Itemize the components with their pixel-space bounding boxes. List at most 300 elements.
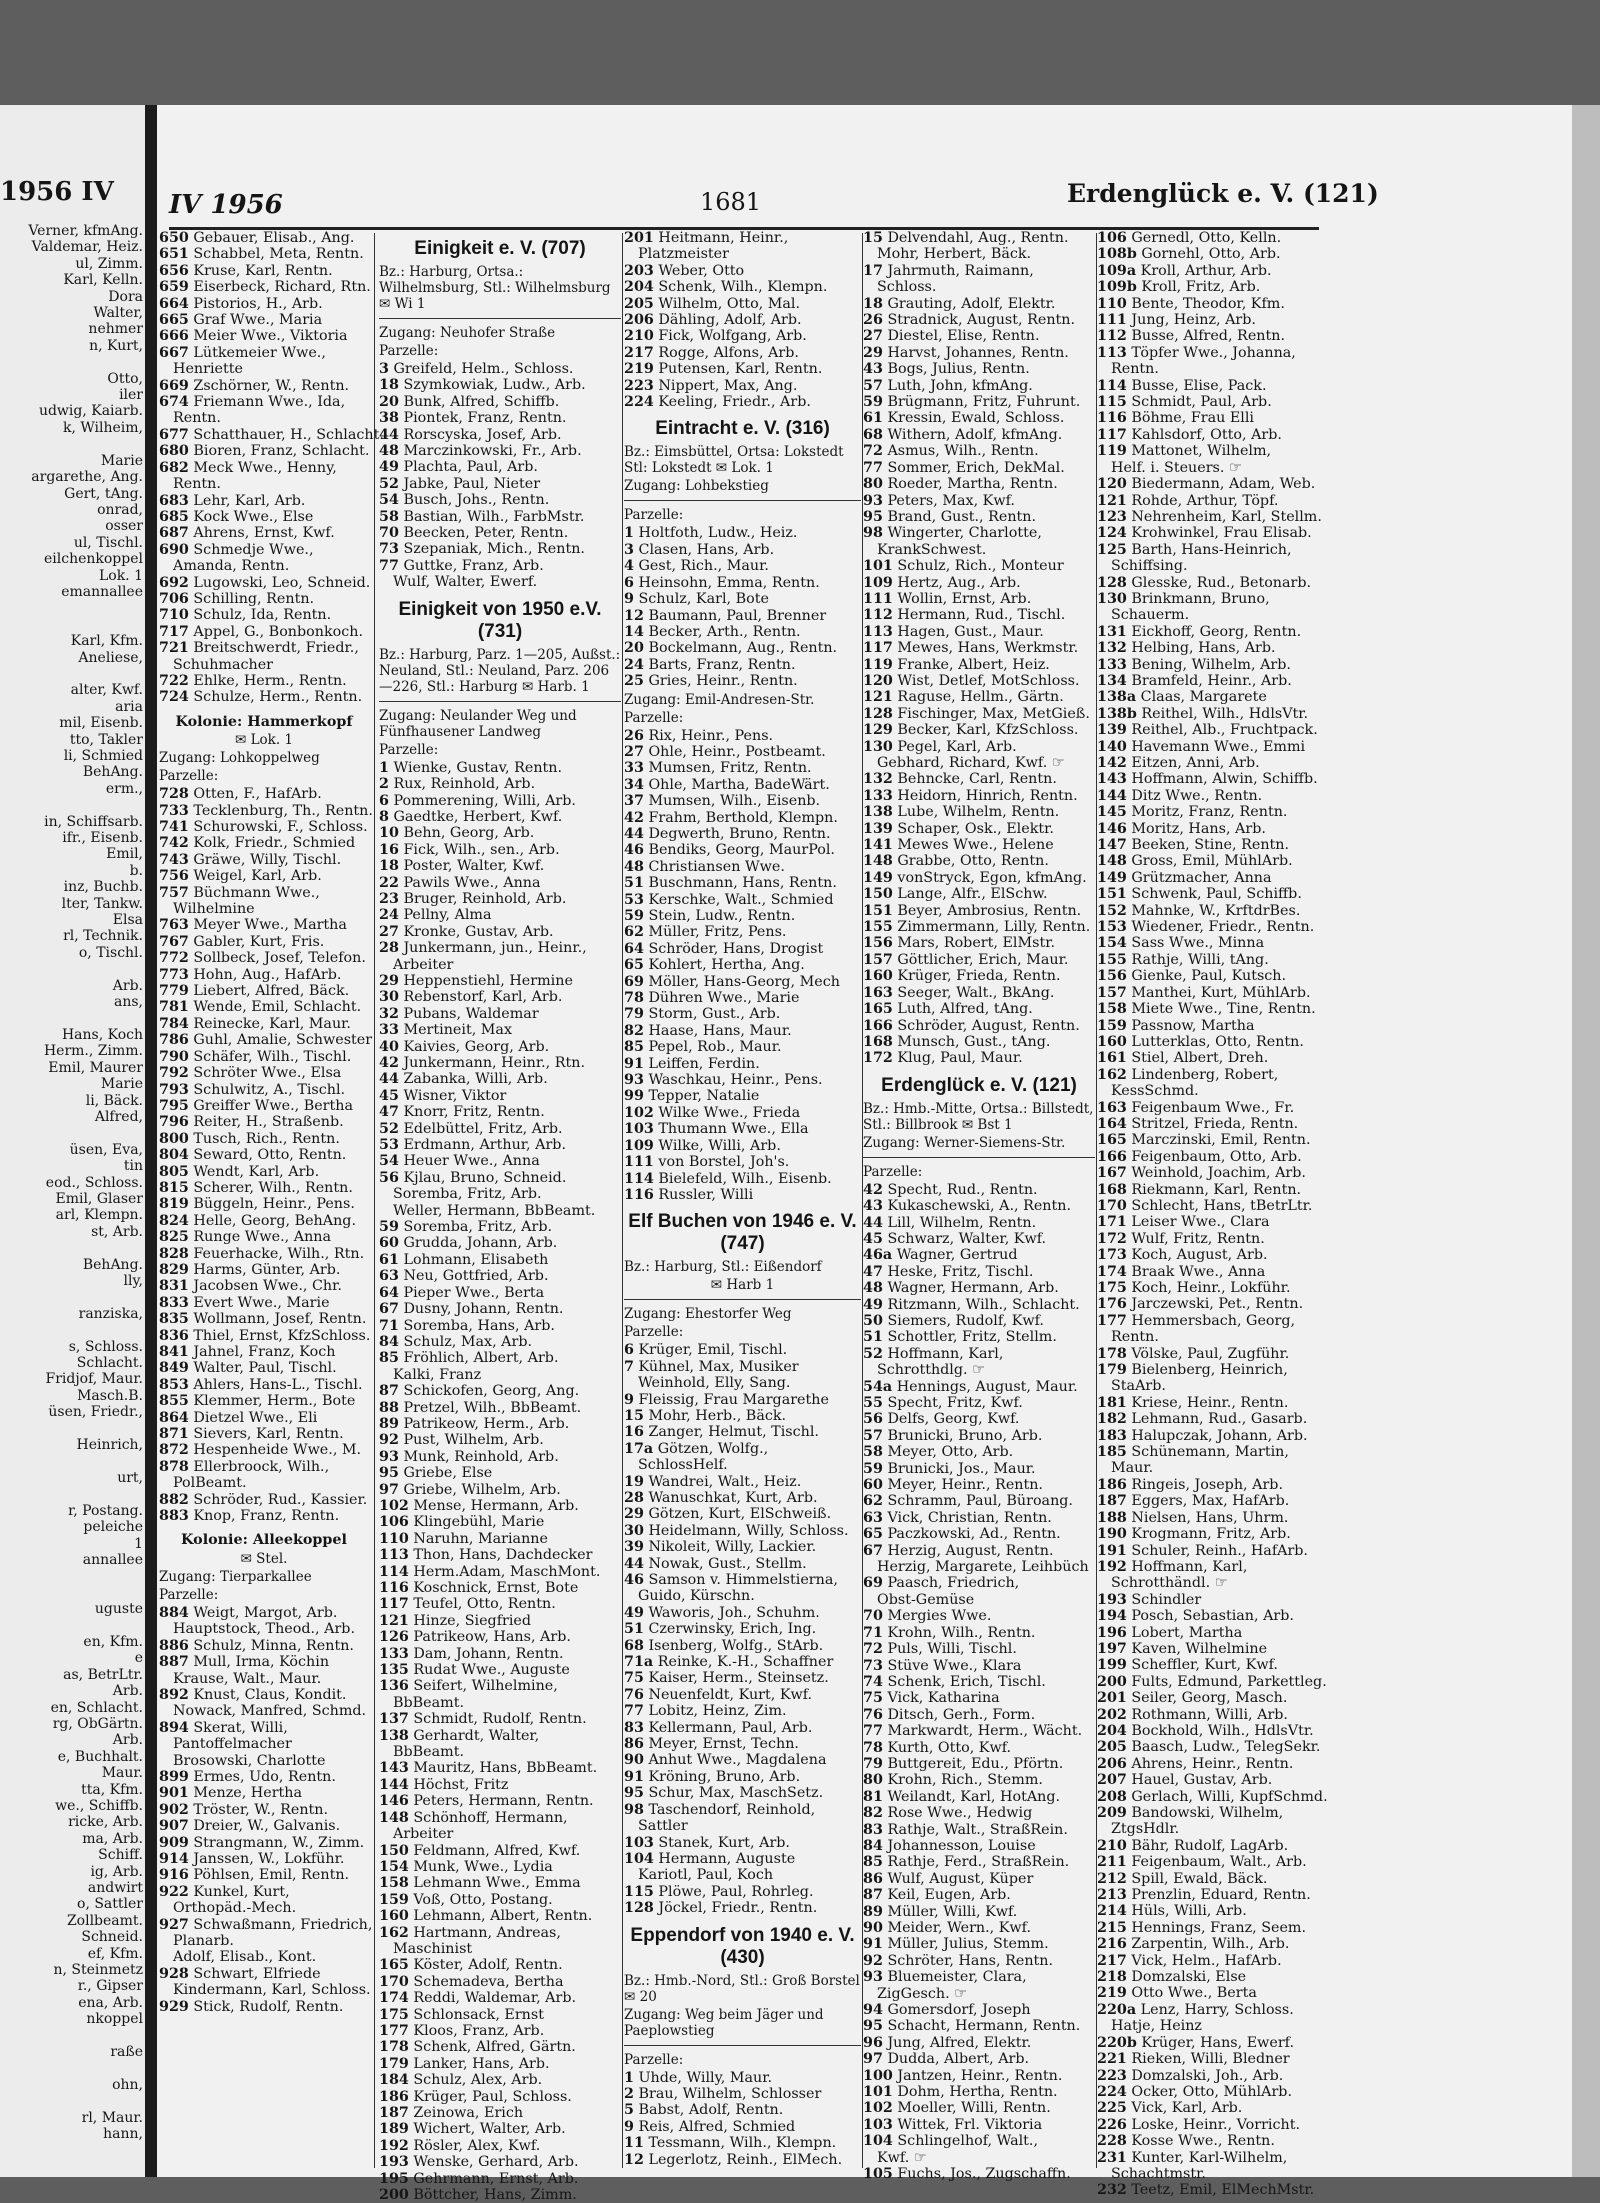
directory-entry — [863, 1182, 1095, 1198]
plot-number: 139 — [863, 820, 893, 837]
tenant-name: Stritzel, Frieda, Rentn. — [1131, 1115, 1299, 1132]
prev-line: uguste — [94, 1601, 143, 1618]
tenant-name: Delfs, Georg, Kwf. — [887, 1411, 1020, 1428]
directory-entry — [863, 1411, 1095, 1427]
tenant-name: Schünemann, Martin, — [1131, 1444, 1289, 1461]
prev-line: rl, Maur. — [81, 2109, 143, 2126]
plot-number: 142 — [1097, 755, 1127, 771]
plot-number: 825 — [159, 1229, 189, 1246]
tenant-name: Kaven, Wilhelmine — [1131, 1640, 1268, 1657]
directory-entry — [1097, 2182, 1337, 2198]
directory-entry — [624, 1835, 861, 1851]
plot-number: 133 — [1097, 656, 1127, 673]
tenant-name: Hermann, Auguste — [658, 1850, 796, 1867]
tenant-name: Schenk, Alfred, Gärtn. — [413, 2039, 576, 2056]
prev-line — [0, 1125, 145, 1141]
directory-entry — [379, 989, 621, 1005]
tenant-name: Clasen, Hans, Arb. — [638, 541, 775, 558]
tenant-name: Weilandt, Karl, HotAng. — [887, 1788, 1061, 1805]
directory-entry — [1097, 1953, 1337, 1969]
directory-entry — [863, 771, 1095, 787]
plot-number: 5 — [624, 2102, 634, 2119]
directory-entry — [1097, 1100, 1337, 1116]
tenant-name: Kahlsdorf, Otto, Arb. — [1131, 426, 1282, 443]
tenant-name: Ahlers, Hans-L., Tischl. — [193, 1376, 363, 1393]
directory-entry — [624, 624, 861, 640]
directory-entry — [159, 1916, 373, 1933]
directory-entry — [1097, 2133, 1337, 2149]
plot-number: 54 — [379, 1153, 399, 1170]
tenant-name: Scherer, Wilh., Rentn. — [193, 1179, 353, 1196]
tenant-name: Stanek, Kurt, Arb. — [658, 1834, 790, 1851]
tenant-name: Fick, Wolfgang, Arb. — [658, 328, 807, 345]
directory-entry — [863, 1674, 1095, 1690]
plot-number: 105 — [863, 2166, 893, 2183]
tenant-name: Rothmann, Willi, Arb. — [1131, 1706, 1288, 1723]
plot-number: 53 — [379, 1137, 399, 1154]
plot-number: 155 — [1097, 951, 1127, 968]
directory-entry — [1097, 542, 1337, 558]
plot-number: 52 — [863, 1345, 883, 1362]
plot-number: 232 — [1097, 2182, 1127, 2199]
tenant-name: Bandowski, Wilhelm, — [1131, 1805, 1284, 1821]
association-title: Elf Buchen von 1946 e. V. (747) — [628, 1211, 857, 1255]
directory-entry — [379, 907, 621, 923]
prev-line: 1 — [134, 1535, 143, 1552]
prev-line: peleiche — [83, 1519, 143, 1536]
tenant-name: Anhut Wwe., Magdalena — [648, 1752, 827, 1769]
directory-entry — [379, 940, 621, 956]
tenant-name: Gienke, Paul, Kutsch. — [1131, 968, 1287, 985]
plot-number: 202 — [1097, 1706, 1127, 1723]
directory-entry — [863, 2018, 1095, 2034]
tenant-name: Reithel, Alb., Fruchtpack. — [1131, 722, 1318, 739]
plot-number: 790 — [159, 1048, 189, 1065]
plot-number: 779 — [159, 983, 189, 1000]
plot-number: 140 — [1097, 738, 1127, 755]
directory-entry — [379, 2105, 621, 2121]
tenant-name: Klug, Paul, Maur. — [897, 1050, 1023, 1067]
directory-entry — [379, 1662, 621, 1678]
tenant-name: Domzalski, Else — [1131, 1969, 1247, 1986]
tenant-name: Ehlke, Herm., Rentn. — [193, 672, 347, 689]
plot-number: 163 — [1097, 1099, 1127, 1116]
entry-continuation: Weinhold, Elly, Sang. — [638, 1375, 791, 1392]
tenant-name: Rose Wwe., Hedwig — [887, 1805, 1033, 1822]
directory-entry — [379, 1990, 621, 2006]
plot-number: 149 — [1097, 869, 1127, 886]
directory-entry — [1097, 1034, 1337, 1050]
plot-number: 793 — [159, 1081, 189, 1098]
association-info: Zugang: Lohbekstieg — [624, 478, 769, 495]
tenant-name: Fults, Edmund, Parkettleg. — [1131, 1673, 1327, 1690]
plot-number: 871 — [159, 1426, 189, 1443]
tenant-name: Rathje, Walt., StraßRein. — [887, 1821, 1068, 1838]
tenant-name: Harvst, Johannes, Rentn. — [887, 344, 1069, 361]
plot-number: 6 — [379, 792, 389, 809]
association-title: Eintracht e. V. (316) — [655, 418, 830, 440]
directory-entry — [624, 810, 861, 826]
tenant-name: Krüger, Hans, Ewerf. — [1141, 2034, 1294, 2051]
tenant-name: Heitmann, Heinr., — [658, 230, 789, 246]
plot-number: 800 — [159, 1130, 189, 1147]
plot-number: 197 — [1097, 1640, 1127, 1657]
tenant-name: Schmidt, Paul, Arb. — [1131, 394, 1272, 411]
prev-line: ans, — [114, 994, 143, 1011]
colony-title: Kolonie: Alleekoppel — [181, 1532, 347, 1549]
plot-number: 119 — [1097, 443, 1127, 460]
tenant-name: Schwart, Elfriede — [193, 1965, 321, 1982]
directory-entry — [379, 1646, 621, 1662]
plot-number: 148 — [1097, 853, 1127, 870]
directory-entry — [379, 1596, 621, 1612]
tenant-name: Beecken, Peter, Rentn. — [403, 525, 569, 542]
tenant-name: Mewes Wwe., Helene — [897, 837, 1054, 854]
plot-number: 203 — [624, 262, 654, 279]
entry-continuation: Rentn. — [173, 476, 221, 493]
directory-entry — [1097, 755, 1337, 771]
plot-number: 721 — [159, 640, 189, 657]
directory-entry — [624, 1769, 861, 1785]
plot-number: 136 — [379, 1678, 409, 1695]
directory-entry — [379, 1334, 621, 1350]
entry-continuation: Wulf, Walter, Ewerf. — [393, 574, 538, 591]
directory-entry — [379, 1580, 621, 1596]
directory-entry — [379, 1613, 621, 1629]
plot-number: 49 — [624, 1604, 644, 1621]
directory-entry — [624, 1072, 861, 1088]
directory-entry — [379, 1498, 621, 1514]
tenant-name: Passnow, Martha — [1131, 1017, 1255, 1034]
tenant-name: Isenberg, Wolfg., StArb. — [648, 1637, 824, 1654]
plot-number: 32 — [379, 1005, 399, 1022]
plot-number: 158 — [379, 1875, 409, 1892]
tenant-name: Loske, Heinr., Vorricht. — [1131, 2116, 1301, 2133]
directory-entry — [1097, 837, 1337, 853]
plot-number: 79 — [624, 1006, 644, 1023]
prev-line: ma, Arb. — [82, 1830, 143, 1847]
tenant-name: Rudat Wwe., Auguste — [413, 1662, 570, 1679]
plot-number: 170 — [1097, 1197, 1127, 1214]
directory-entry — [863, 2117, 1095, 2133]
tenant-name: Kjlau, Bruno, Schneid. — [403, 1169, 567, 1186]
prev-line: onrad, — [97, 501, 143, 518]
tenant-name: Wagner, Hermann, Arb. — [887, 1280, 1059, 1297]
directory-entry — [863, 1690, 1095, 1706]
tenant-name: Stüve Wwe., Klara — [887, 1657, 1022, 1674]
plot-number: 212 — [1097, 1870, 1127, 1887]
tenant-name: Kukaschewski, A., Rentn. — [887, 1198, 1072, 1215]
tenant-name: Hermann, Rud., Tischl. — [897, 607, 1066, 624]
directory-entry — [863, 1854, 1095, 1870]
directory-entry — [1097, 1362, 1337, 1378]
prev-line — [0, 1421, 145, 1437]
directory-entry — [863, 345, 1095, 361]
directory-entry — [1097, 1543, 1337, 1559]
tenant-name: Stradnick, August, Rentn. — [887, 312, 1076, 329]
directory-entry — [379, 1678, 621, 1694]
tenant-name: Legerlotz, Reinh., ElMech. — [648, 2151, 843, 2168]
tenant-name: Weinhold, Joachim, Arb. — [1131, 1165, 1306, 1182]
plot-number: 1 — [624, 525, 634, 542]
tenant-name: Jahnel, Franz, Koch — [193, 1344, 336, 1360]
prev-line: tta, Kfm. — [81, 1781, 143, 1798]
prev-line: üsen, Eva, — [69, 1141, 143, 1158]
directory-entry — [624, 744, 861, 760]
tenant-name: Vick, Karl, Arb. — [1131, 2100, 1243, 2117]
tenant-name: Piontek, Franz, Rentn. — [403, 410, 567, 427]
plot-number: 187 — [1097, 1493, 1127, 1510]
plot-number: 2 — [379, 776, 389, 793]
prev-line: Dora — [108, 288, 143, 305]
tenant-name: Munk, Wwe., Lydia — [413, 1858, 553, 1875]
plot-number: 692 — [159, 574, 189, 591]
directory-entry — [1097, 1411, 1337, 1427]
tenant-name: Putensen, Karl, Rentn. — [658, 361, 823, 378]
entry-continuation: Nowack, Manfred, Schmd. — [173, 1703, 367, 1720]
directory-entry — [1097, 1018, 1337, 1034]
directory-entry — [1097, 575, 1337, 591]
directory-entry — [379, 1449, 621, 1465]
tenant-name: Keeling, Friedr., Arb. — [658, 394, 811, 411]
plot-number: 767 — [159, 933, 189, 950]
directory-entry — [159, 1835, 369, 1851]
directory-entry — [1097, 1657, 1337, 1673]
plot-number: 86 — [863, 1870, 883, 1887]
tenant-name: Nippert, Max, Ang. — [658, 377, 798, 394]
tenant-name: Lehr, Karl, Arb. — [193, 492, 306, 509]
tenant-name: Lehmann Wwe., Emma — [413, 1875, 581, 1892]
tenant-name: Reinke, K.-H., Schaffner — [657, 1654, 834, 1671]
directory-entry — [379, 875, 621, 891]
colony-title: Kolonie: Hammerkopf — [175, 713, 353, 730]
directory-entry — [159, 1360, 369, 1376]
tenant-name: Dietzel Wwe., Eli — [193, 1409, 318, 1426]
plot-number: 728 — [159, 786, 189, 803]
directory-entry — [1097, 1198, 1337, 1214]
directory-entry — [1097, 2150, 1337, 2166]
plot-number: 784 — [159, 1015, 189, 1032]
directory-entry — [863, 1346, 1095, 1362]
directory-entry — [1097, 1739, 1337, 1755]
tenant-name: Menze, Hertha — [193, 1785, 303, 1802]
entry-continuation: Schiffsing. — [1111, 558, 1188, 575]
tenant-name: Biedermann, Adam, Web. — [1131, 476, 1316, 493]
directory-entry — [379, 1022, 621, 1038]
tenant-name: Helle, Georg, BehAng. — [193, 1212, 356, 1229]
section-divider — [379, 701, 621, 702]
entry-continuation: Schloss. — [877, 279, 937, 296]
tenant-name: Schlonsack, Ernst — [413, 2006, 544, 2023]
plot-number: 44 — [379, 1071, 399, 1088]
entry-continuation: Adolf, Elisab., Kont. — [173, 1949, 317, 1966]
entry-continuation: KessSchmd. — [1111, 1083, 1199, 1100]
tenant-name: Ermes, Udo, Rentn. — [193, 1768, 336, 1785]
plot-number: 39 — [624, 1539, 644, 1556]
plot-number: 664 — [159, 295, 189, 312]
tenant-name: Havemann Wwe., Emmi — [1131, 738, 1306, 755]
plot-number: 216 — [1097, 1936, 1127, 1953]
directory-entry — [863, 1510, 1095, 1526]
tenant-name: Bielefeld, Wilh., Eisenb. — [658, 1170, 832, 1187]
plot-number: 7 — [624, 1358, 634, 1375]
tenant-name: Zeinowa, Erich — [413, 2105, 524, 2121]
directory-entry — [379, 2023, 621, 2039]
plot-number: 209 — [1097, 1805, 1127, 1821]
directory-entry — [1097, 1936, 1337, 1952]
tenant-name: Schmidt, Rudolf, Rentn. — [413, 1711, 587, 1728]
plot-number: 57 — [863, 1427, 883, 1444]
plot-number: 73 — [379, 541, 399, 558]
tenant-name: Baumann, Paul, Brenner — [648, 607, 827, 624]
tenant-name: Wingerter, Charlotte, — [887, 525, 1042, 542]
plot-number: 73 — [863, 1657, 883, 1674]
plot-number: 165 — [1097, 1132, 1127, 1149]
directory-entry — [863, 1034, 1095, 1050]
plot-number: 126 — [379, 1629, 409, 1646]
directory-entry — [863, 427, 1095, 443]
plot-number: 49 — [379, 459, 399, 476]
plot-number: 145 — [1097, 804, 1127, 821]
plot-number: 61 — [379, 1251, 399, 1268]
plot-number: 92 — [863, 1952, 883, 1969]
directory-entry — [379, 825, 621, 841]
plot-number: 20 — [624, 640, 644, 657]
association-info: Zugang: Emil-Andresen-Str. — [624, 691, 815, 708]
plot-number: 160 — [863, 968, 893, 985]
entry-continuation: BbBeamt. — [393, 1694, 464, 1711]
tenant-name: Hauel, Gustav, Arb. — [1131, 1772, 1273, 1789]
directory-entry — [863, 1477, 1095, 1493]
directory-entry — [624, 2070, 861, 2086]
tenant-name: Wichert, Walter, Arb. — [413, 2121, 566, 2138]
directory-entry — [1097, 1001, 1337, 1017]
tenant-name: Junkermann, jun., Heinr., — [403, 940, 587, 957]
tenant-name: Reithel, Wilh., HdlsVtr. — [1141, 705, 1309, 722]
plot-number: 156 — [863, 935, 893, 952]
tenant-name: Becker, Karl, KfzSchloss. — [897, 722, 1079, 739]
directory-entry — [863, 1543, 1095, 1559]
tenant-name: Soremba, Hans, Arb. — [403, 1317, 555, 1334]
tenant-name: Schröder, August, Rentn. — [897, 1017, 1080, 1034]
prev-line: b. — [129, 862, 143, 879]
tenant-name: Greifeld, Helm., Schloss. — [393, 361, 574, 377]
plot-number: 93 — [379, 1448, 399, 1465]
plot-number: 26 — [624, 727, 644, 744]
plot-number: 11 — [624, 2135, 644, 2152]
tenant-name: Tessmann, Wilh., Klempn. — [648, 2135, 837, 2152]
tenant-name: Nielsen, Hans, Uhrm. — [1131, 1509, 1289, 1526]
entry-continuation: Kariotl, Paul, Koch — [638, 1867, 774, 1884]
tenant-name: Junkermann, Heinr., Rtn. — [403, 1055, 586, 1071]
directory-entry — [1097, 2084, 1337, 2100]
tenant-name: Jung, Alfred, Elektr. — [887, 2034, 1032, 2051]
plot-number: 828 — [159, 1245, 189, 1262]
tenant-name: Meyer, Ernst, Techn. — [648, 1736, 799, 1753]
plot-number: 3 — [624, 541, 634, 558]
tenant-name: Nehrenheim, Karl, Stellm. — [1131, 508, 1322, 525]
directory-entry — [159, 1818, 369, 1834]
tenant-name: Gross, Emil, MühlArb. — [1131, 853, 1293, 870]
directory-entry — [1097, 1690, 1337, 1706]
directory-entry — [863, 968, 1095, 984]
plot-number: 97 — [379, 1481, 399, 1498]
plot-number: 177 — [379, 2022, 409, 2039]
plot-number: 743 — [159, 851, 189, 868]
directory-entry — [159, 230, 369, 246]
plot-number: 162 — [379, 1924, 409, 1941]
tenant-name: Weigt, Margot, Arb. — [193, 1604, 338, 1621]
directory-entry — [1097, 525, 1337, 541]
directory-entry — [1097, 1838, 1337, 1854]
tenant-name: Mertineit, Max — [403, 1022, 513, 1039]
entry-continuation: SchlossHelf. — [638, 1457, 728, 1474]
prev-line: Gert, tAng. — [64, 485, 143, 502]
tenant-name: Lanker, Hans, Arb. — [413, 2055, 550, 2072]
plot-number: 138a — [1097, 689, 1137, 706]
directory-entry — [159, 1114, 369, 1130]
directory-entry — [863, 394, 1095, 410]
plot-number: 95 — [863, 2018, 883, 2035]
plot-number: 143 — [1097, 771, 1127, 788]
page-edge — [1572, 105, 1600, 2177]
directory-entry — [379, 1859, 621, 1875]
directory-entry — [159, 575, 369, 591]
tenant-name: Schröder, Hans, Drogist — [648, 940, 824, 957]
tenant-name: Schenk, Wilh., Klempn. — [658, 279, 828, 296]
directory-entry — [863, 952, 1095, 968]
tenant-name: Posch, Sebastian, Arb. — [1131, 1608, 1294, 1625]
directory-entry — [863, 1723, 1095, 1739]
tenant-name: Pepel, Rob., Maur. — [648, 1039, 782, 1056]
tenant-name: Scheffler, Kurt, Kwf. — [1131, 1657, 1278, 1674]
directory-entry — [379, 1170, 621, 1186]
plot-number: 189 — [379, 2121, 409, 2138]
prev-line: emannallee — [61, 583, 143, 600]
directory-entry — [159, 1492, 369, 1508]
plot-number: 15 — [863, 230, 883, 246]
tenant-name: Sollbeck, Josef, Telefon. — [193, 950, 366, 967]
tenant-name: Strangmann, W., Zimm. — [193, 1834, 365, 1851]
directory-entry — [863, 1707, 1095, 1723]
tenant-name: Mull, Irma, Köchin — [193, 1654, 330, 1671]
plot-number: 200 — [379, 2187, 409, 2203]
tenant-name: Pubans, Waldemar — [403, 1005, 539, 1022]
plot-number: 133 — [863, 787, 893, 804]
plot-number: 899 — [159, 1768, 189, 1785]
tenant-name: Höchst, Fritz — [413, 1776, 509, 1793]
plot-number: 119 — [863, 656, 893, 673]
tenant-name: Schulz, Minna, Rentn. — [193, 1637, 354, 1654]
directory-entry — [1097, 1625, 1337, 1641]
tenant-name: Wende, Emil, Schlacht. — [193, 999, 362, 1016]
directory-entry — [863, 263, 1095, 279]
prev-line: BehAng. — [82, 1256, 143, 1273]
directory-entry — [624, 1506, 861, 1522]
directory-entry — [624, 328, 861, 344]
prev-line: eilchenkoppel — [44, 551, 143, 568]
tenant-name: Eggers, Max, HafArb. — [1131, 1493, 1290, 1510]
tenant-name: Dühren Wwe., Marie — [648, 990, 800, 1007]
tenant-name: Busch, Johs., Rentn. — [403, 492, 550, 509]
prev-line: ifr., Eisenb. — [62, 830, 143, 847]
plot-number: 763 — [159, 917, 189, 934]
prev-line: üsen, Friedr., — [48, 1404, 143, 1421]
tenant-name: Kurth, Otto, Kwf. — [887, 1739, 1012, 1756]
directory-entry — [159, 607, 369, 623]
plot-number: 1 — [624, 2069, 634, 2086]
tenant-name: Riekmann, Karl, Rentn. — [1131, 1181, 1302, 1198]
